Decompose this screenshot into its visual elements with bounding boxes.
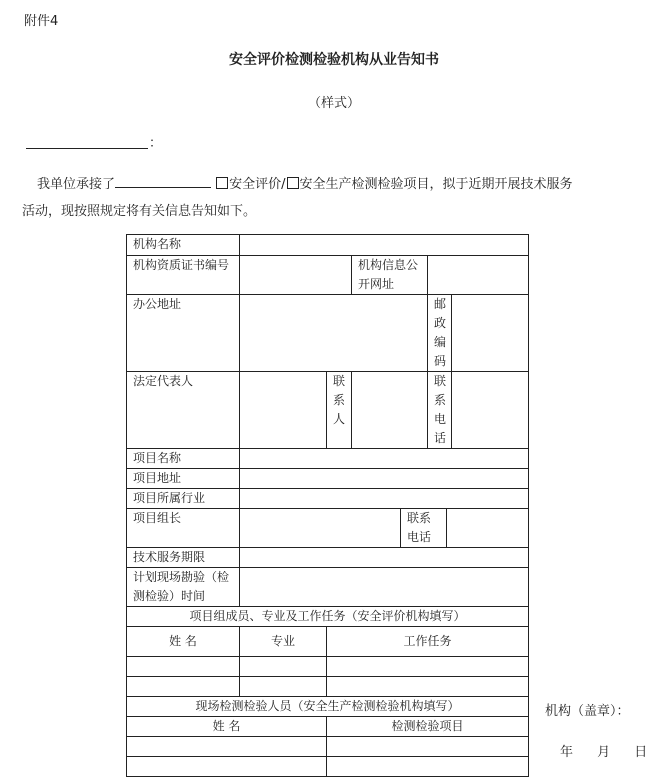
notice-paragraph-line1 — [37, 173, 573, 192]
safety-inspection-checkbox[interactable] — [287, 177, 299, 189]
office-addr-value[interactable] — [240, 295, 428, 372]
table-row — [127, 372, 529, 449]
inspector-name-cell[interactable] — [127, 757, 327, 777]
leader-phone-label: 联系电话 — [401, 509, 447, 548]
para1-lead: 我单位承接了 — [37, 177, 116, 192]
project-industry-label: 项目所属行业 — [127, 489, 240, 509]
project-name-label: 项目名称 — [127, 449, 240, 469]
project-name-value[interactable] — [240, 449, 529, 469]
member-major-cell[interactable] — [240, 657, 327, 677]
para1-option1: 安全评价/ — [229, 177, 286, 192]
inspector-items-cell[interactable] — [327, 757, 529, 777]
office-addr-label: 办公地址 — [127, 295, 240, 372]
service-period-value[interactable] — [240, 548, 529, 568]
col-name2-header: 姓 名 — [127, 717, 327, 737]
table-row — [127, 657, 529, 677]
addressee-colon: ： — [149, 136, 163, 151]
project-addr-value[interactable] — [240, 469, 529, 489]
safety-evaluation-checkbox[interactable] — [216, 177, 228, 189]
project-blank[interactable] — [115, 175, 211, 188]
table-row — [127, 509, 529, 548]
org-name-label: 机构名称 — [127, 235, 240, 256]
col-major-header: 专业 — [240, 627, 327, 657]
table-row — [127, 449, 529, 469]
document-title: 安全评价检测检验机构从业告知书 — [229, 52, 439, 68]
contact-phone-value[interactable] — [452, 372, 529, 449]
table-row — [127, 607, 529, 627]
cert-no-value[interactable] — [240, 256, 352, 295]
table-row — [127, 757, 529, 777]
member-name-cell[interactable] — [127, 677, 240, 697]
info-url-label: 机构信息公开网址 — [352, 256, 428, 295]
service-period-label: 技术服务期限 — [127, 548, 240, 568]
table-row — [127, 568, 529, 607]
table-row — [127, 697, 529, 717]
table-row — [127, 627, 529, 657]
seal-signature-label: 机构（盖章）： — [545, 704, 630, 719]
contact-value[interactable] — [352, 372, 428, 449]
table-row — [127, 489, 529, 509]
contact-label: 联系人 — [327, 372, 352, 449]
survey-time-value[interactable] — [240, 568, 529, 607]
notice-form-table — [126, 234, 529, 777]
contact-phone-label: 联系电话 — [428, 372, 452, 449]
notice-paragraph-line2: 活动，现按照规定将有关信息告知如下。 — [22, 204, 257, 219]
addressee-blank[interactable] — [26, 148, 148, 149]
inspector-items-cell[interactable] — [327, 737, 529, 757]
para1-option2: 安全生产检测检验项目，拟于近期开展技术服务 — [299, 177, 573, 192]
info-url-value[interactable] — [428, 256, 529, 295]
team-leader-value[interactable] — [240, 509, 401, 548]
col-name-header: 姓 名 — [127, 627, 240, 657]
cert-no-label: 机构资质证书编号 — [127, 256, 240, 295]
inspector-name-cell[interactable] — [127, 737, 327, 757]
team-leader-label: 项目组长 — [127, 509, 240, 548]
document-subtitle: （样式） — [307, 96, 360, 111]
table-row — [127, 469, 529, 489]
project-industry-value[interactable] — [240, 489, 529, 509]
org-name-value[interactable] — [240, 235, 529, 256]
team-section-header: 项目组成员、专业及工作任务（安全评价机构填写） — [127, 607, 529, 627]
col-items-header: 检测检验项目 — [327, 717, 529, 737]
legal-rep-label: 法定代表人 — [127, 372, 240, 449]
attachment-label: 附件4 — [24, 14, 59, 29]
postcode-value[interactable] — [452, 295, 529, 372]
project-addr-label: 项目地址 — [127, 469, 240, 489]
table-row — [127, 295, 529, 372]
table-row — [127, 235, 529, 256]
inspect-section-header: 现场检测检验人员（安全生产检测检验机构填写） — [127, 697, 529, 717]
member-major-cell[interactable] — [240, 677, 327, 697]
table-row — [127, 717, 529, 737]
member-name-cell[interactable] — [127, 657, 240, 677]
table-row — [127, 677, 529, 697]
date-label: 年 月 日 — [560, 745, 648, 760]
member-task-cell[interactable] — [327, 657, 529, 677]
postcode-label: 邮政编码 — [428, 295, 452, 372]
survey-time-label: 计划现场勘验（检测检验）时间 — [127, 568, 240, 607]
member-task-cell[interactable] — [327, 677, 529, 697]
legal-rep-value[interactable] — [240, 372, 327, 449]
table-row — [127, 548, 529, 568]
table-row — [127, 256, 529, 295]
col-task-header: 工作任务 — [327, 627, 529, 657]
table-row — [127, 737, 529, 757]
leader-phone-value[interactable] — [447, 509, 529, 548]
